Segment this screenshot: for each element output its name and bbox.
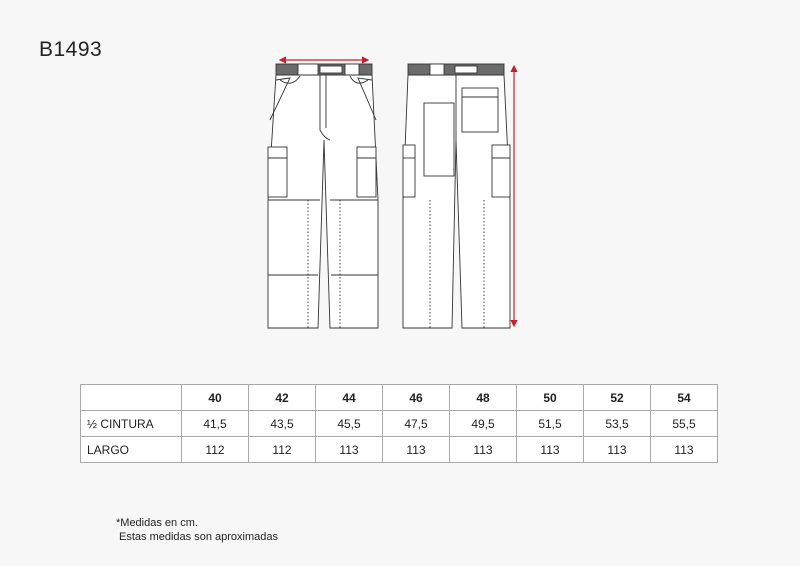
table-cell: 43,5 bbox=[249, 411, 316, 437]
size-header: 48 bbox=[450, 385, 517, 411]
table-cell: 113 bbox=[450, 437, 517, 463]
table-cell: 113 bbox=[383, 437, 450, 463]
table-cell: 47,5 bbox=[383, 411, 450, 437]
table-cell: 55,5 bbox=[651, 411, 718, 437]
table-cell: 49,5 bbox=[450, 411, 517, 437]
size-header: 52 bbox=[584, 385, 651, 411]
table-cell: 112 bbox=[182, 437, 249, 463]
trousers-technical-drawing bbox=[255, 50, 535, 340]
size-header: 54 bbox=[651, 385, 718, 411]
table-cell: 45,5 bbox=[316, 411, 383, 437]
size-header: 40 bbox=[182, 385, 249, 411]
table-cell: 113 bbox=[584, 437, 651, 463]
table-header-row bbox=[81, 385, 718, 411]
table-row bbox=[81, 411, 718, 437]
size-chart-table bbox=[80, 384, 718, 463]
size-header: 44 bbox=[316, 385, 383, 411]
table-cell: 113 bbox=[517, 437, 584, 463]
table-corner-cell bbox=[81, 385, 182, 411]
size-header: 42 bbox=[249, 385, 316, 411]
table-cell: 51,5 bbox=[517, 411, 584, 437]
measurement-notes bbox=[116, 516, 278, 544]
table-row bbox=[81, 437, 718, 463]
table-cell: 113 bbox=[316, 437, 383, 463]
table-cell: 53,5 bbox=[584, 411, 651, 437]
trousers-back-view bbox=[403, 64, 510, 328]
table-cell: 41,5 bbox=[182, 411, 249, 437]
note-approximate: Estas medidas son aproximadas bbox=[119, 531, 278, 543]
trousers-front-view bbox=[268, 64, 378, 328]
table-cell: 113 bbox=[651, 437, 718, 463]
size-header: 46 bbox=[383, 385, 450, 411]
product-code: B1493 bbox=[39, 38, 103, 61]
row-label: LARGO bbox=[81, 437, 182, 463]
row-label: ½ CINTURA bbox=[81, 411, 182, 437]
size-header: 50 bbox=[517, 385, 584, 411]
table-cell: 112 bbox=[249, 437, 316, 463]
note-units: *Medidas en cm. bbox=[116, 517, 198, 529]
